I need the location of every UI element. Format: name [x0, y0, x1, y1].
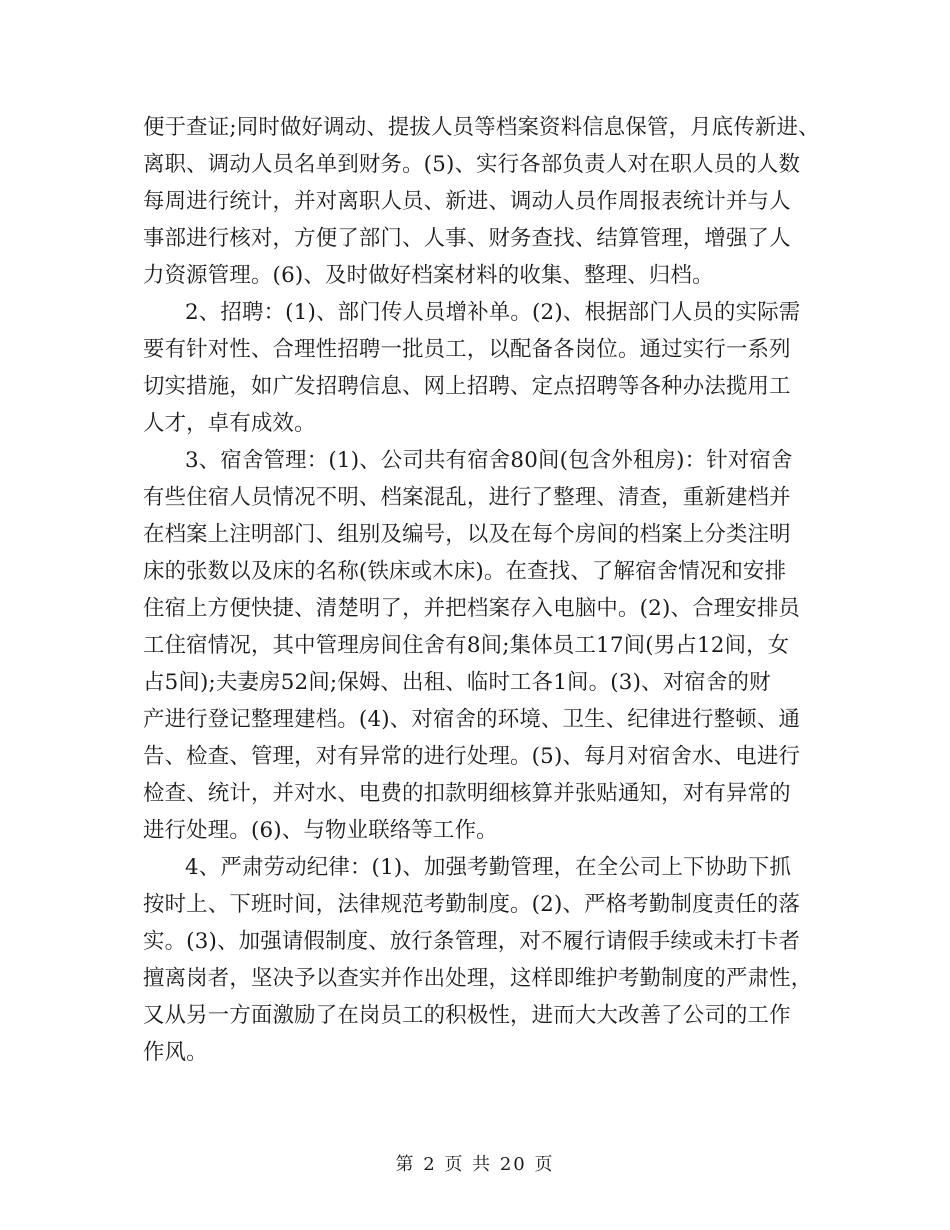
text-line: 按时上、下班时间，法律规范考勤制度。(2)、严格考勤制度责任的落: [143, 892, 801, 917]
paragraph-dormitory: [143, 442, 818, 849]
text-line: 人才，卓有成效。: [143, 411, 316, 436]
paragraph-recruitment: [143, 294, 818, 442]
text-line: 实。(3)、加强请假制度、放行条管理，对不履行请假手续或未打卡者: [143, 929, 801, 954]
text-line: 在档案上注明部门、组别及编号，以及在每个房间的档案上分类注明: [143, 522, 791, 547]
text-line: 进行处理。(6)、与物业联络等工作。: [143, 818, 498, 843]
text-line: 每周进行统计，并对离职人员、新进、调动人员作周报表统计并与人: [143, 189, 791, 214]
text-line: 床的张数以及床的名称(铁床或木床)。在查找、了解宿舍情况和安排: [143, 559, 787, 584]
text-line: 占5间);夫妻房52间;保姆、出租、临时工各1间。(3)、对宿舍的财: [143, 670, 771, 695]
text-line: 检查、统计，并对水、电费的扣款明细核算并张贴通知，对有异常的: [143, 781, 791, 806]
text-line: 有些住宿人员情况不明、档案混乱，进行了整理、清查，重新建档并: [143, 485, 791, 510]
text-line: 4、严肃劳动纪律：(1)、加强考勤管理，在全公司上下协助下抓: [185, 855, 792, 880]
paragraph-records: [143, 109, 818, 294]
paragraph-discipline: [143, 849, 818, 1071]
text-line: 产进行登记整理建档。(4)、对宿舍的环境、卫生、纪律进行整顿、通: [143, 707, 801, 732]
text-line: 又从另一方面激励了在岗员工的积极性，进而大大改善了公司的工作: [143, 1003, 791, 1028]
text-line: 工住宿情况，其中管理房间住舍有8间;集体员工17间(男占12间，女: [143, 633, 790, 658]
text-line: 切实措施，如广发招聘信息、网上招聘、定点招聘等各种办法揽用工: [143, 374, 791, 399]
text-line: 事部进行核对，方便了部门、人事、财务查找、结算管理，增强了人: [143, 226, 791, 251]
text-line: 离职、调动人员名单到财务。(5)、实行各部负责人对在职人员的人数: [143, 152, 801, 177]
text-line: 住宿上方便快捷、清楚明了，并把档案存入电脑中。(2)、合理安排员: [143, 596, 801, 621]
text-line: 擅离岗者，坚决予以查实并作出处理，这样即维护考勤制度的严肃性，: [143, 966, 813, 991]
text-line: 便于查证;同时做好调动、提拔人员等档案资料信息保管，月底传新进、: [143, 115, 820, 140]
text-line: 要有针对性、合理性招聘一批员工，以配备各岗位。通过实行一系列: [143, 337, 791, 362]
text-line: 告、检查、管理，对有异常的进行处理。(5)、每月对宿舍水、电进行: [143, 744, 801, 769]
text-line: 2、招聘：(1)、部门传人员增补单。(2)、根据部门人员的实际需: [185, 300, 801, 325]
document-body: [143, 109, 818, 1071]
text-line: 3、宿舍管理：(1)、公司共有宿舍80间(包含外租房)：针对宿舍: [185, 448, 793, 473]
page-number-footer: 第 2 页 共 20 页: [395, 1154, 555, 1175]
text-line: 作风。: [143, 1040, 208, 1065]
text-line: 力资源管理。(6)、及时做好档案材料的收集、整理、归档。: [143, 263, 714, 288]
